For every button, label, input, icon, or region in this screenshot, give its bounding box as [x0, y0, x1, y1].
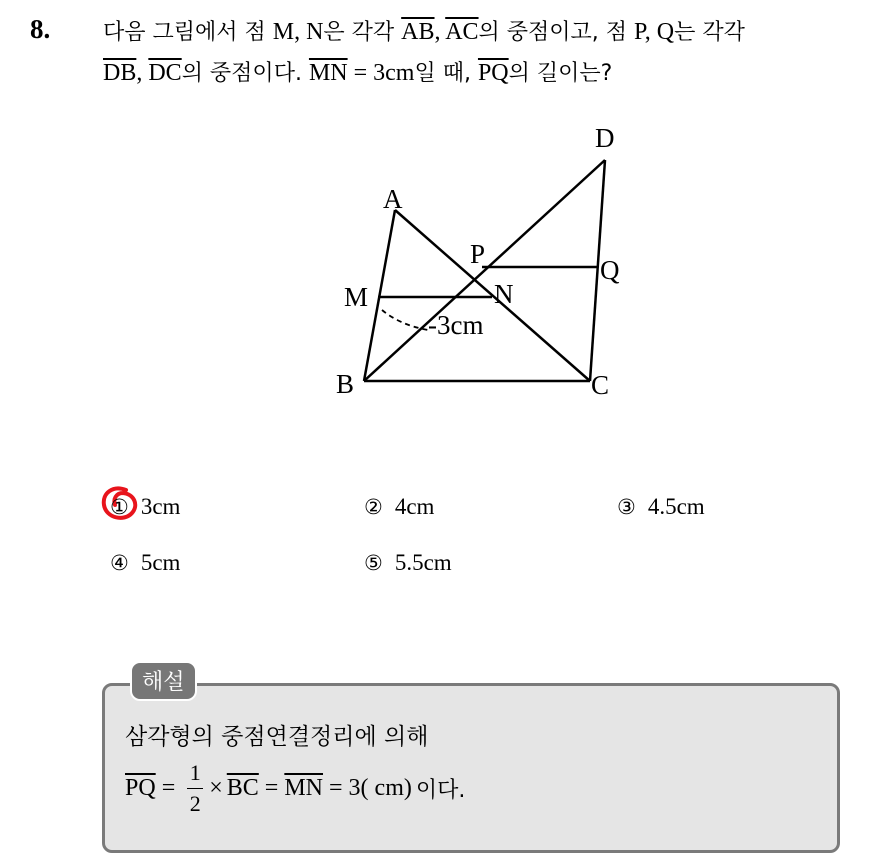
side-ac [395, 210, 590, 381]
solution-line-1: 삼각형의 중점연결정리에 의해 [125, 724, 429, 750]
choice-2[interactable]: ② 4cm [364, 494, 435, 519]
label-d: D [595, 123, 615, 153]
geometry-figure [330, 118, 660, 408]
segment-ab: $\overline{AB}$ [401, 19, 435, 45]
choice-4[interactable]: ④ 5cm [110, 550, 181, 575]
label-b: B [336, 369, 355, 399]
label-m: M [344, 282, 369, 312]
solution-line-2: $\overline{PQ}$ = $\frac{1}{2}$ × $\overline{BC}$ = $\overline{MN}$ = 3( cm) 이다. [125, 760, 466, 816]
question-line-1: 다음 그림에서 점 M, N은 각각 $\overline{AB}$, $\overline{AC}$의 중점이고, 점 P, Q는 각각 [103, 19, 745, 45]
segment-db: $\overline{DB}$ [103, 60, 137, 86]
segment-mn: $\overline{MN}$ [308, 60, 348, 86]
segment-dc: $\overline{DC}$ [148, 60, 182, 86]
solution-segment-bc: $\overline{BC}$ [226, 775, 259, 801]
solution-segment-pq: $\overline{PQ}$ [125, 775, 156, 801]
choice-5[interactable]: ⑤ 5.5cm [364, 550, 452, 575]
label-a: A [383, 184, 403, 214]
label-p: P [470, 239, 486, 269]
label-c: C [591, 370, 610, 400]
segment-ac: $\overline{AC}$ [445, 19, 479, 45]
solution-segment-mn: $\overline{MN}$ [284, 775, 324, 801]
choice-1[interactable]: ① 3cm [110, 494, 181, 519]
choice-3[interactable]: ③ 4.5cm [617, 494, 705, 519]
solution-label: 해설 [130, 661, 197, 701]
question-number: 8. [30, 14, 51, 44]
label-q: Q [600, 255, 620, 285]
question-line-2: $\overline{DB}$, $\overline{DC}$의 중점이다. $\overline{MN} = 3cm$일 때, $\overline{PQ}$의 길이는? [103, 60, 613, 86]
measure-label: -3cm [428, 310, 484, 340]
segment-pq: $\overline{PQ}$ [477, 60, 509, 86]
label-n: N [494, 279, 514, 309]
fraction-one-half: $\frac{1}{2}$ [187, 760, 203, 817]
